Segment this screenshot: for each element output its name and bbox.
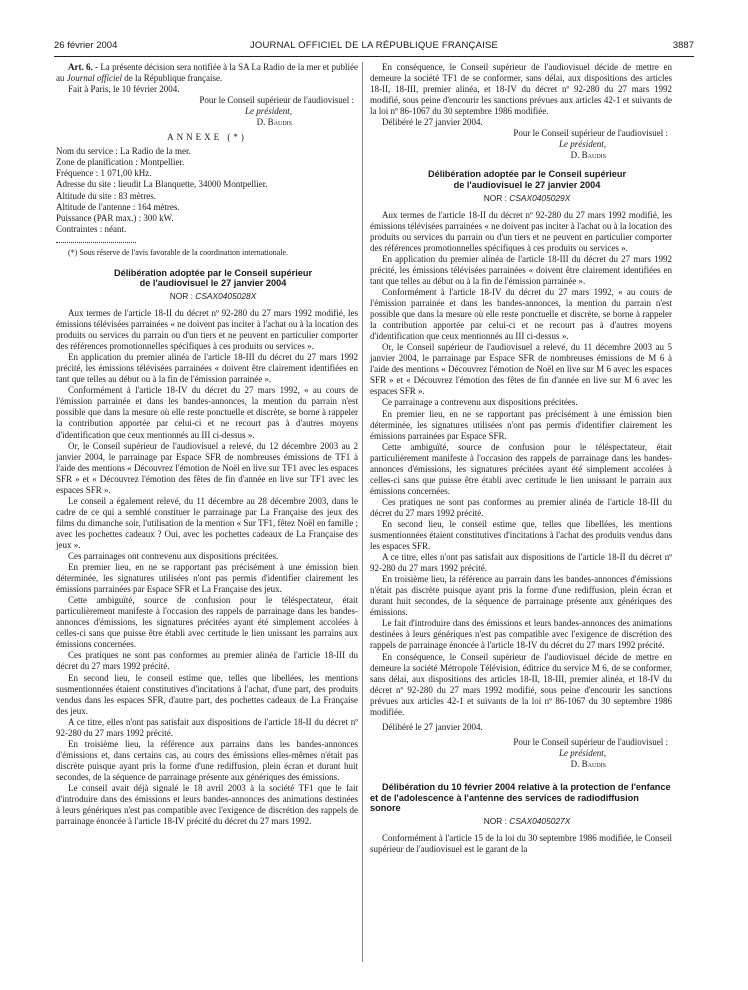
paragraph: Ce parrainage a contrevenu aux dispositions précitées.: [382, 397, 578, 408]
nor-code: CSAX0405028X: [195, 290, 257, 301]
paragraph: En application du premier alinéa de l'article 18-III du décret du 27 mars 1992 précité, les émissions télévisées parrainées « doivent être clairement identifiées en tant que telles au début ou à la fin de l'émission parrainée ».: [370, 253, 672, 286]
footnote: (*) Sous réserve de l'avis favorable de la coordination internationale.: [68, 247, 289, 257]
deliberation-title-line-1: Délibération adoptée par le Conseil supérieur: [113, 267, 313, 278]
paragraph: Conformément à l'article 18-IV du décret du 27 mars 1992, « au cours de l'émission parrainée et dans les bandes-annonces, la mention du parrain n'est possible que dans la mesure où elle reste ponctuelle et discrète, se borne à rappeler la contribution apportée par celui-ci et ne recourt pas à d'autres moyens d'identification que ceux mentionnés au III ci-dessus ».: [56, 385, 358, 440]
page-header: [54, 40, 694, 54]
paragraph: En conséquence, le Conseil supérieur de l'audiovisuel décide de mettre en demeure la société TF1 de se conformer, sans délai, aux dispositions des articles 18-II, 18-III, premier alinéa, et 18-IV du décret nº 92-280 du 27 mars 1992 modifié, sous peine d'encourir les sanctions prévues aux articles 42-1 et suivants de la loi nº 86-1067 du 30 septembre 1986 modifiée.: [370, 62, 672, 117]
paragraph: En troisième lieu, la référence au parrain dans les bandes-annonces d'émissions n'était pas discrète puisque ayant pris la forme d'une rediffusion, plein écran et durant huit secondes, de la séquence de parrainage présente aux génériques des émissions.: [370, 574, 672, 618]
paragraph: Ces pratiques ne sont pas conformes au premier alinéa de l'article 18-III du décret du 27 mars 1992 précité.: [370, 496, 672, 518]
paragraph: Le conseil avait déjà signalé le 18 avril 2003 à la société TF1 que le fait d'introduire dans des émissions et leurs bandes-annonces des animations destinées à leurs génériques n'est pas compatible avec l'exigence de discrétion des rappels de parrainage énoncée à l'article 18-IV précité du décret du 27 mars 1992.: [56, 783, 358, 827]
nor-label: NOR :: [483, 192, 510, 203]
nor-reference: [370, 816, 672, 827]
paragraph: Conformément à l'article 18-IV du décret du 27 mars 1992, « au cours de l'émission parrainée et dans les bandes-annonces, la mention du parrain n'est possible que dans la mesure où elle reste ponctuelle et discrète, se borne à rappeler la contribution apportée par celui-ci et ne recourt pas à d'autres moyens d'identification que ceux mentionnés au III ci-dessus ».: [370, 286, 672, 342]
annexe-line: Contraintes : néant.: [56, 223, 127, 234]
paragraph: Le conseil a également relevé, du 11 décembre au 28 décembre 2003, dans le cadre de ce qui a semblé constituer le parrainage par La Française des jeux des films du dimanche soir, l'utilisation de la mention « Sur TF1, fêtez Noël en famille ; avec les pochettes cadeaux ? Oui, avec les pochettes cadeaux de La Française des jeux ».: [56, 495, 358, 550]
annexe-line: Altitude du site : 83 mètres.: [56, 190, 156, 201]
article-6-label: Art. 6. -: [68, 62, 99, 72]
article-6: [56, 62, 358, 84]
right-column: [370, 62, 672, 855]
paragraph: Or, le Conseil supérieur de l'audiovisuel a relevé, du 11 décembre 2003 au 5 janvier 2004, le parrainage par Espace SFR de nombreuses émissions de M 6 à l'aide des mentions « Découvrez l'émotion de Noël en live sur M 6 avec les espaces SFR » et « Découvrez l'émotion des fêtes de fin d'année en live sur M 6 avec les espaces SFR ».: [370, 342, 672, 397]
paragraph: A ce titre, elles n'ont pas satisfait aux dispositions de l'article 18-II du décret nº 92-280 du 27 mars 1992 précité.: [56, 716, 358, 738]
nor-label: NOR :: [169, 290, 196, 301]
delibere-date: Délibéré le 27 janvier 2004.: [382, 117, 483, 128]
paragraph: En premier lieu, en ne se rapportant pas précisément à une émission bien déterminée, les signatures utilisées n'ont pas permis d'identifier clairement les émissions parrainées par Espace SFR.: [370, 408, 672, 441]
paragraph: En conséquence, le Conseil supérieur de l'audiovisuel décide de mettre en demeure la société Métropole Télévision, éditrice du service M 6, de se conformer, sans délai, aux dispositions des articles 18-II, 18-III, premier alinéa, et 18-IV du décret nº 92-280 du 27 mars 1992 modifié, sous peine d'encourir les sanctions prévues aux articles 42-1 et suivants de la loi nº 86-1067 du 30 septembre 1986 modifiée.: [370, 651, 672, 717]
article-6-text-end: de la République française.: [122, 73, 223, 84]
signature-line-1: Pour le Conseil supérieur de l'audiovisuel :: [199, 95, 354, 106]
paragraph: Le fait d'introduire dans des émissions et leurs bandes-annonces des animations destinées à leurs génériques n'est pas compatible avec l'exigence de discrétion des rappels de parrainage énoncée à l'article 18-IV du décret du 27 mars 1992 précité.: [370, 618, 672, 651]
paragraph: En second lieu, le conseil estime que, telles que libellées, les mentions susmentionnées étaient constitutives d'incitations à l'achat, d'une part, des produits vendus dans les espaces SFR, d'autre part, des pochettes cadeaux de La Française des jeux.: [56, 672, 358, 716]
signature-line-2: Le président,: [559, 747, 606, 758]
delibere-date: Délibéré le 27 janvier 2004.: [382, 721, 483, 732]
paragraph: Aux termes de l'article 18-II du décret nº 92-280 du 27 mars 1992 modifié, les émissions télévisées parrainées « ne doivent pas inciter à l'achat ou à la location des produits ou services du parrain ou d'un tiers et ne peuvent en particulier comporter des références promotionnelles spécifiques à ces produits ou services ».: [370, 209, 672, 253]
fait-a-paris: Fait à Paris, le 10 février 2004.: [68, 84, 180, 95]
signature-line-2: Le président,: [245, 106, 292, 117]
deliberation-title: Délibération du 10 février 2004 relative à la protection de l'enfance et de l'adolescence à l'antenne des services de radiodiffusion sonore: [370, 782, 671, 814]
left-column: [56, 62, 358, 827]
signature-line-3: D. Baudis: [570, 150, 606, 161]
header-page-number: 3887: [672, 40, 694, 51]
article-6-text: La présente décision sera notifiée à la SA La Radio de la mer et publiée au: [56, 62, 358, 84]
paragraph: Cette ambiguïté, source de confusion pour le téléspectateur, était particulièrement manifeste à l'occasion des rappels de parrainage dans les bandes-annonces d'émissions, les signatures précitées ayant été simplement accolées à celles-ci sans que puisse être établi avec certitude le lien unissant les parrains aux émissions concernées.: [56, 595, 358, 650]
deliberation-title-line-1: Délibération adoptée par le Conseil supérieur: [427, 169, 627, 180]
header-date: 26 février 2004: [54, 40, 118, 51]
paragraph: Ces parrainages ont contrevenu aux dispositions précitées.: [68, 551, 279, 562]
paragraph: Conformément à l'article 15 de la loi du 30 septembre 1986 modifiée, le Conseil supérieur de l'audiovisuel est le garant de la: [370, 832, 672, 854]
signature-line-1: Pour le Conseil supérieur de l'audiovisuel :: [513, 736, 668, 747]
annexe-line: Altitude de l'antenne : 164 mètres.: [56, 201, 180, 212]
header-journal-title: JOURNAL OFFICIEL DE LA RÉPUBLIQUE FRANÇAISE: [249, 40, 499, 51]
nor-reference: [370, 193, 672, 204]
paragraph: Or, le Conseil supérieur de l'audiovisuel a relevé, du 12 décembre 2003 au 2 janvier 2004, le parrainage par Espace SFR de nombreuses émissions de TF1 à l'aide des mentions « Découvrez l'émotion de Noël en live sur TF1 avec les espaces SFR » et « Découvrez l'émotion des fêtes de fin d'année en live sur TF1 avec les espaces SFR ».: [56, 440, 358, 495]
signature-line-2: Le président,: [559, 139, 606, 150]
annexe-line: Zone de planification : Montpellier.: [56, 157, 185, 168]
annexe-line: Fréquence : 1 071,00 kHz.: [56, 168, 152, 179]
paragraph: En premier lieu, en ne se rapportant pas précisément à une émission bien déterminée, les signatures utilisées n'ont pas permis d'identifier clairement les émissions parrainées par Espace SFR et La Française des jeux.: [56, 562, 358, 595]
paragraph: Ces pratiques ne sont pas conformes au premier alinéa de l'article 18-III du décret du 27 mars 1992 précité.: [56, 650, 358, 672]
deliberation-title-line-2: de l'audiovisuel le 27 janvier 2004: [453, 180, 601, 191]
paragraph: A ce titre, elles n'ont pas satisfait aux dispositions de l'article 18-II du décret nº 92-280 du 27 mars 1992 précité.: [370, 552, 672, 574]
annexe-list: [56, 146, 358, 234]
journal-officiel-italic: Journal officiel: [66, 73, 122, 84]
signature-line-3: D. Baudis: [256, 117, 292, 128]
annexe-title: ANNEXE (*): [167, 132, 247, 143]
header-rule: [54, 56, 694, 57]
annexe-line: Adresse du site : lieudit La Blanquette, 34000 Montpellier.: [56, 179, 268, 190]
paragraph: Aux termes de l'article 18-II du décret nº 92-280 du 27 mars 1992 modifié, les émissions télévisées parrainées « ne doivent pas inciter à l'achat ou à la location des produits ou services du parrain ou d'un tiers et ne peuvent en particulier comporter des références promotionnelles spécifiques à ces produits ou services ».: [56, 307, 358, 352]
column-divider: [362, 62, 363, 962]
deliberation-title-line-2: de l'audiovisuel le 27 janvier 2004: [139, 278, 287, 289]
signature-line-1: Pour le Conseil supérieur de l'audiovisuel :: [513, 128, 668, 139]
nor-reference: [56, 291, 358, 302]
annexe-line: Nom du service : La Radio de la mer.: [56, 146, 191, 157]
nor-label: NOR :: [483, 815, 510, 826]
nor-code: CSAX0405027X: [509, 815, 571, 826]
annexe-line: Puissance (PAR max.) : 300 kW.: [56, 212, 174, 223]
footnote-rule: [56, 242, 136, 243]
nor-code: CSAX0405029X: [509, 192, 571, 203]
paragraph: Cette ambiguïté, source de confusion pour le téléspectateur, était particulièrement manifeste à l'occasion des rappels de parrainage dans les bandes-annonces d'émissions, les signatures précitées ayant été simplement accolées à celles-ci sans que puisse être établi avec certitude le lien unissant le parrain aux émissions concernées.: [370, 441, 672, 496]
spacer: [370, 770, 672, 782]
paragraph: En second lieu, le conseil estime que, telles que libellées, les mentions susmentionnées étaient constitutives d'incitations à l'achat des produits vendus dans les espaces SFR.: [370, 518, 672, 552]
paragraph: En troisième lieu, la référence aux parrains dans les bandes-annonces d'émissions et, dans certains cas, au cours des émissions elles-mêmes n'était pas discrète puisque ayant pris la forme d'une rediffusion, plein écran et durant huit secondes, de la séquence de parrainage présente aux génériques des émissions.: [56, 738, 358, 782]
paragraph: En application du premier alinéa de l'article 18-III du décret du 27 mars 1992 précité, les émissions télévisées parrainées « doivent être clairement identifiées en tant que telles au début ou à la fin de l'émission parrainée ».: [56, 352, 358, 385]
signature-line-3: D. Baudis: [570, 758, 606, 769]
spacer: [370, 161, 672, 169]
